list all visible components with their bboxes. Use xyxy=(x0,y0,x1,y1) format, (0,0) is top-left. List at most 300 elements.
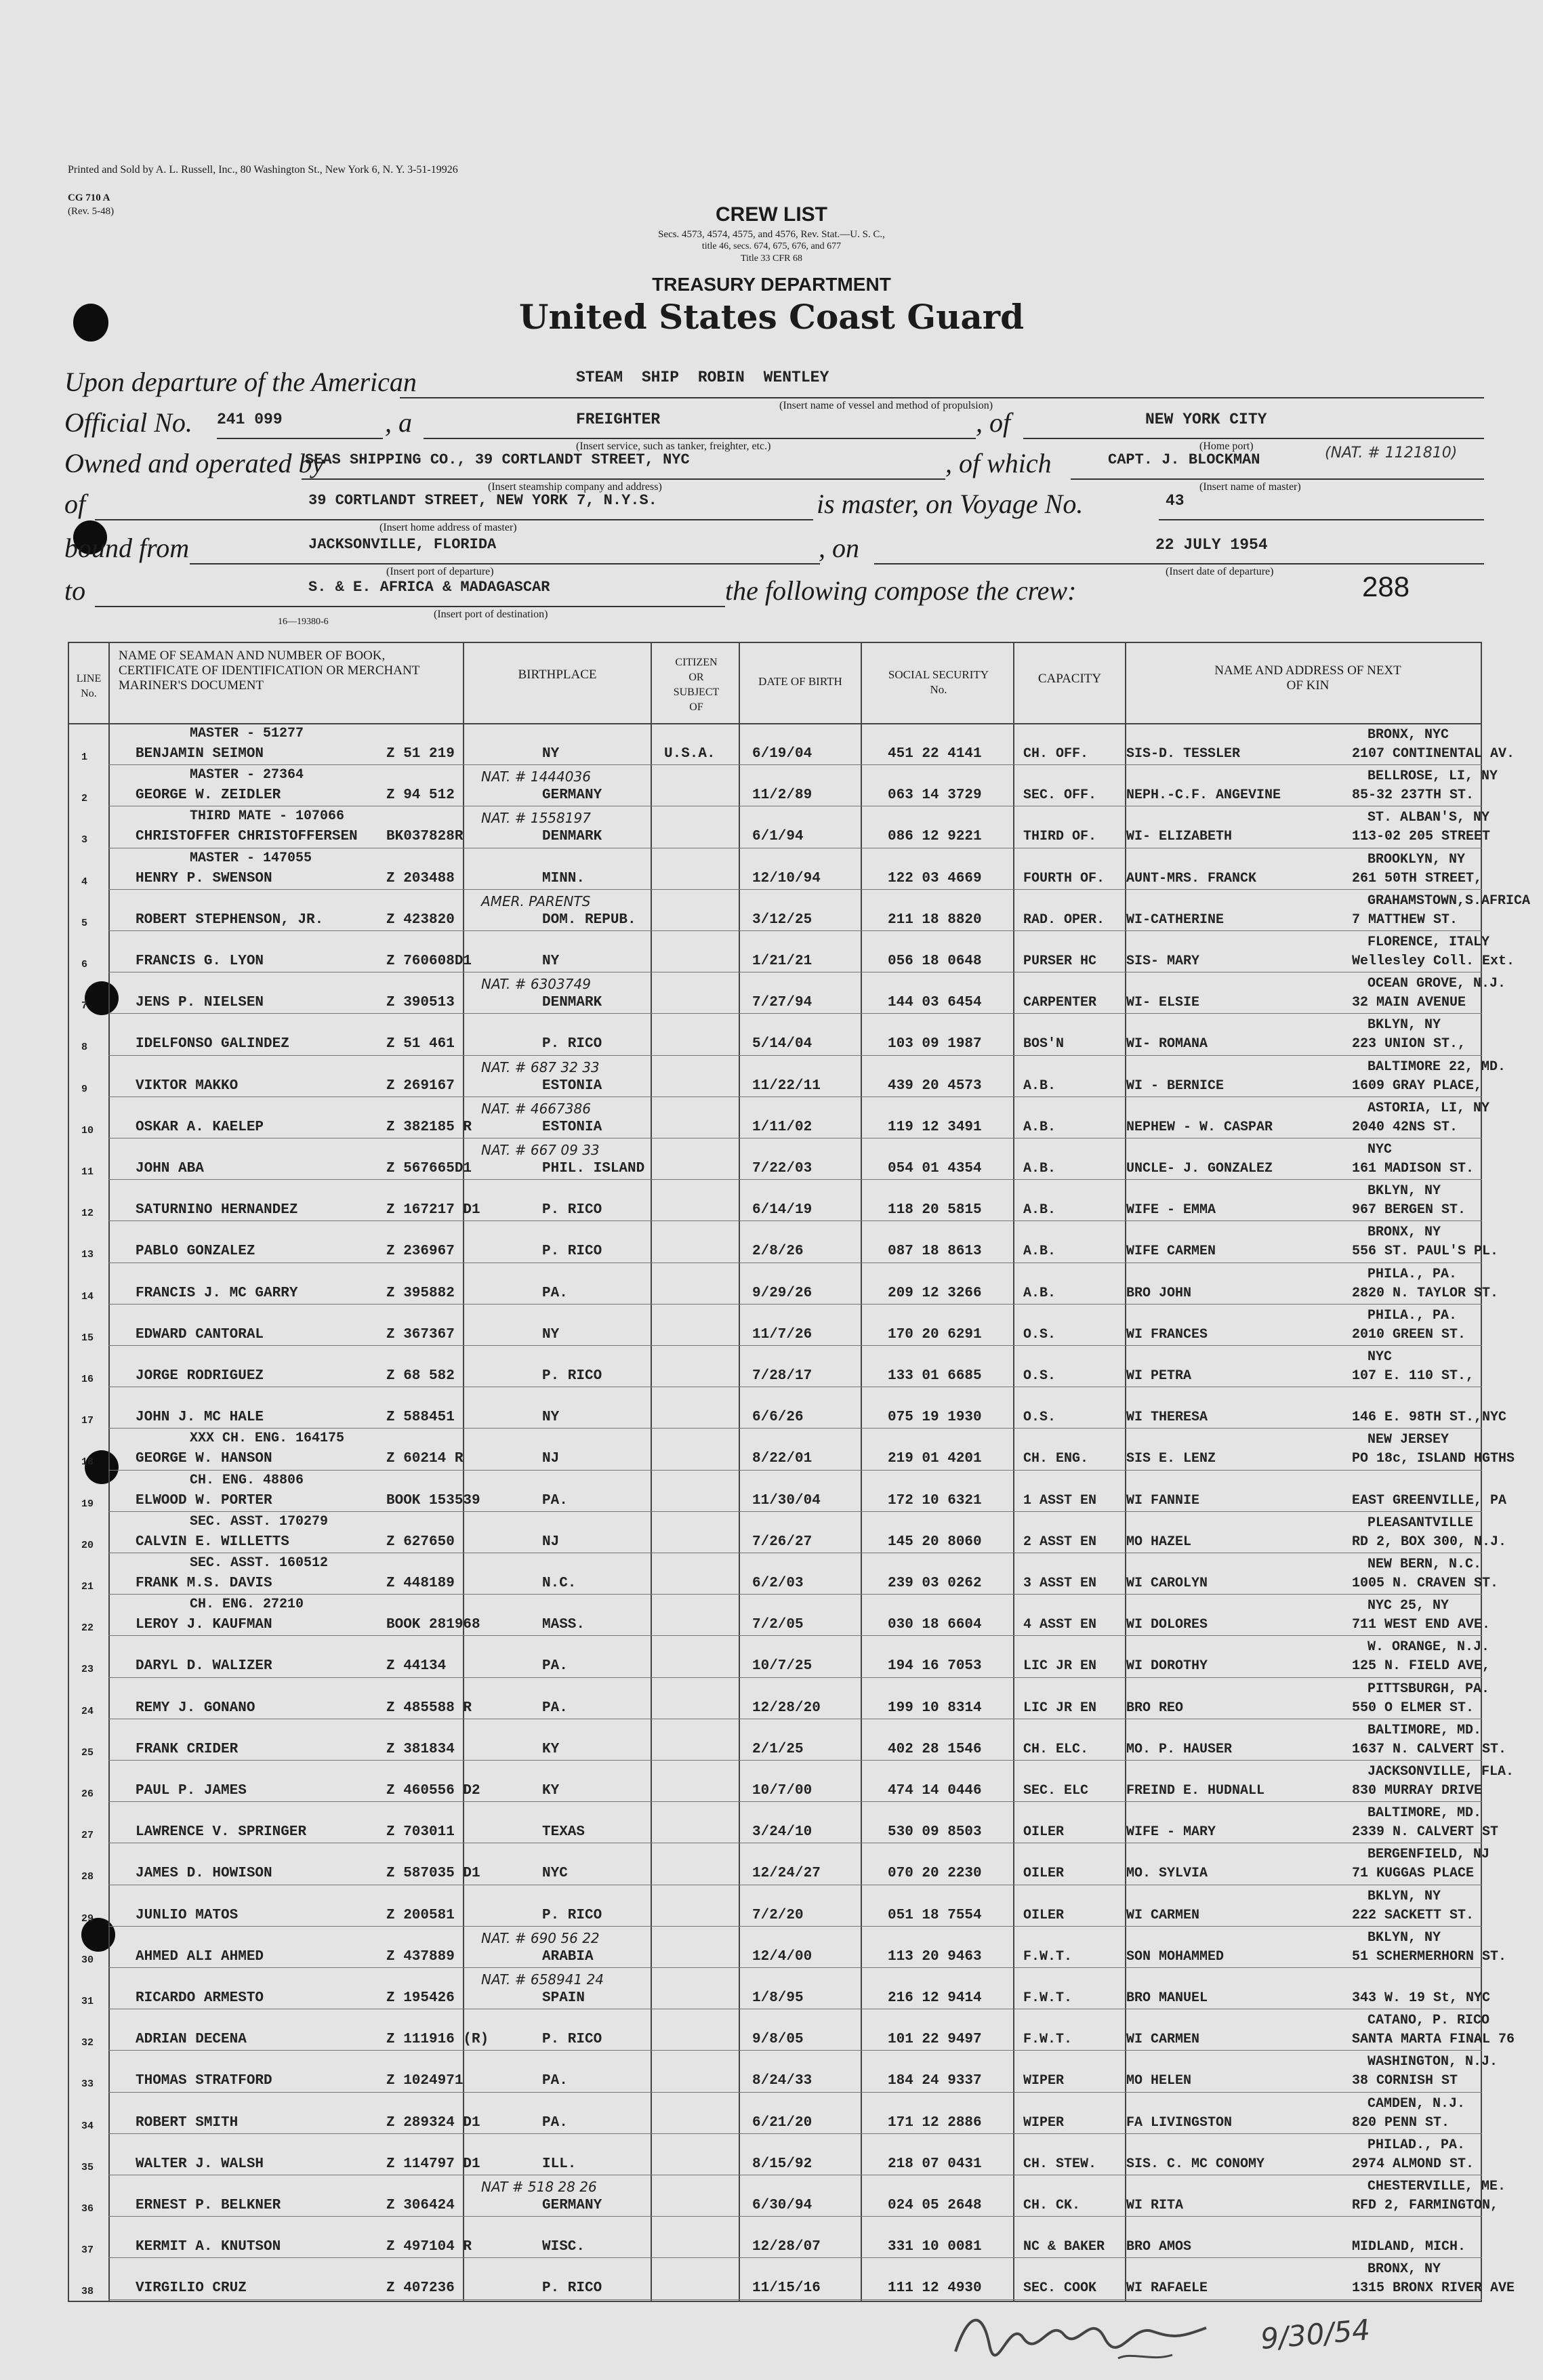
birthplace: KY xyxy=(542,1783,560,1799)
document-number: Z 68 582 xyxy=(386,1368,455,1384)
next-of-kin-address-1: BRONX, NYC xyxy=(1367,727,1449,743)
birthplace: ARABIA xyxy=(542,1948,594,1965)
line-number: 31 xyxy=(81,1996,94,2007)
document-number: Z 423820 xyxy=(386,911,455,928)
next-of-kin-address-1: NEW JERSEY xyxy=(1367,1432,1449,1448)
social-security-no: 530 09 8503 xyxy=(888,1824,982,1841)
next-of-kin-name: WI CAROLYN xyxy=(1126,1576,1208,1591)
vessel-service: FREIGHTER xyxy=(576,411,661,428)
next-of-kin-name: BRO REO xyxy=(1126,1700,1184,1716)
capacity: PURSER HC xyxy=(1023,953,1097,969)
next-of-kin-address-1: PHILA., PA. xyxy=(1367,1307,1458,1324)
table-row xyxy=(68,1886,1482,1927)
next-of-kin-name: WIFE CARMEN xyxy=(1126,1244,1216,1260)
birthplace: P. RICO xyxy=(542,1036,602,1052)
birthplace: N.C. xyxy=(542,1576,577,1591)
home-port-note: (Home port) xyxy=(1199,440,1254,452)
table-row xyxy=(68,2176,1506,2217)
certificate-line: CH. ENG. 27210 xyxy=(190,1597,304,1613)
next-of-kin-address-2: 343 W. 19 St, NYC xyxy=(1352,1990,1491,2006)
date-of-birth: 6/2/03 xyxy=(752,1576,804,1591)
naturalization-note: AMER. PARENTS xyxy=(481,893,591,909)
table-row xyxy=(68,890,1531,931)
date-of-birth: 6/30/94 xyxy=(752,2198,812,2213)
birthplace: ESTONIA xyxy=(542,1119,602,1135)
next-of-kin-address-1: PLEASANTVILLE xyxy=(1367,1515,1474,1531)
naturalization-note: NAT. # 1444036 xyxy=(481,768,591,785)
voyage-no: 43 xyxy=(1166,492,1185,510)
statutes-line-3: Title 33 CFR 68 xyxy=(741,253,802,264)
certificate-line: CH. ENG. 48806 xyxy=(190,1472,304,1488)
document-number: Z 407236 xyxy=(386,2280,455,2297)
col-citizen: CITIZEN OR SUBJECT OF xyxy=(673,657,720,713)
line-number: 34 xyxy=(81,2120,94,2132)
naturalization-note: NAT. # 658941 24 xyxy=(481,1971,604,1988)
next-of-kin-address-2: 2820 N. TAYLOR ST. xyxy=(1352,1285,1499,1301)
next-of-kin-address-1: BELLROSE, LI, NY xyxy=(1367,768,1498,785)
table-row xyxy=(68,1222,1499,1263)
next-of-kin-name: MO. SYLVIA xyxy=(1126,1866,1208,1882)
social-security-no: 216 12 9414 xyxy=(888,1990,982,2006)
next-of-kin-address-2: RFD 2, FARMINGTON, xyxy=(1352,2198,1499,2213)
next-of-kin-address-2: 2040 42NS ST. xyxy=(1352,1119,1458,1135)
next-of-kin-address-1: BKLYN, NY xyxy=(1367,1929,1441,1946)
next-of-kin-address-2: 51 SCHERMERHORN ST. xyxy=(1352,1948,1507,1965)
social-security-no: 086 12 9221 xyxy=(888,829,982,845)
date-of-birth: 12/4/00 xyxy=(752,1948,812,1965)
line-number: 8 xyxy=(81,1042,88,1054)
capacity: CARPENTER xyxy=(1023,995,1097,1011)
statutes-line-1: Secs. 4573, 4574, 4575, and 4576, Rev. Stat.—U. S. C., xyxy=(658,229,885,240)
next-of-kin-address-1: PITTSBURGH, PA. xyxy=(1367,1681,1490,1697)
social-security-no: 211 18 8820 xyxy=(888,911,982,928)
birthplace: NJ xyxy=(542,1534,560,1550)
birthplace: PA. xyxy=(542,1658,568,1675)
date-of-birth: 6/14/19 xyxy=(752,1202,812,1218)
master-nat-note: (NAT. # 1121810) xyxy=(1325,445,1458,461)
naturalization-note: NAT. # 667 09 33 xyxy=(481,1142,600,1158)
capacity: CH. OFF. xyxy=(1023,746,1089,762)
date-of-birth: 12/10/94 xyxy=(752,870,821,886)
capacity: LIC JR EN xyxy=(1023,1700,1097,1716)
birthplace: P. RICO xyxy=(542,1907,602,1923)
social-security-no: 194 16 7053 xyxy=(888,1658,982,1675)
seaman-name: ERNEST P. BELKNER xyxy=(136,2198,281,2213)
next-of-kin-name: WI FRANCES xyxy=(1126,1326,1208,1342)
line-number: 5 xyxy=(81,917,88,929)
capacity: CH. ENG. xyxy=(1023,1451,1089,1467)
seaman-name: OSKAR A. KAELEP xyxy=(136,1119,264,1135)
next-of-kin-name: NEPHEW - W. CASPAR xyxy=(1126,1119,1273,1135)
next-of-kin-address-1: CAMDEN, N.J. xyxy=(1367,2095,1466,2112)
document-number: Z 167217 D1 xyxy=(386,1202,480,1218)
line-number: 29 xyxy=(81,1912,94,1925)
capacity: 2 ASST EN xyxy=(1023,1534,1097,1550)
next-of-kin-address-1: BALTIMORE, MD. xyxy=(1367,1805,1482,1822)
social-security-no: 101 22 9497 xyxy=(888,2032,982,2048)
date-of-birth: 7/26/27 xyxy=(752,1534,812,1550)
document-number: Z 200581 xyxy=(386,1907,455,1923)
table-row xyxy=(68,849,1482,890)
birthplace: ESTONIA xyxy=(542,1078,602,1094)
departure-label: Upon departure of the American xyxy=(64,367,417,397)
next-of-kin-name: UNCLE- J. GONZALEZ xyxy=(1126,1161,1273,1176)
next-of-kin-name: WI THERESA xyxy=(1126,1410,1208,1426)
date-of-birth: 7/28/17 xyxy=(752,1368,812,1384)
date-of-birth: 2/8/26 xyxy=(752,1244,804,1260)
line-number: 37 xyxy=(81,2244,94,2257)
line-number: 7 xyxy=(81,1000,88,1012)
capacity: A.B. xyxy=(1023,1202,1056,1218)
next-of-kin-address-1: BROOKLYN, NY xyxy=(1367,851,1466,867)
capacity: OILER xyxy=(1023,1866,1065,1882)
document-number: Z 395882 xyxy=(386,1285,455,1301)
birthplace: TEXAS xyxy=(542,1824,585,1841)
social-security-no: 172 10 6321 xyxy=(888,1492,982,1509)
date-of-birth: 12/28/07 xyxy=(752,2239,821,2255)
next-of-kin-address-1: CATANO, P. RICO xyxy=(1367,2013,1490,2029)
next-of-kin-address-1: BRONX, NY xyxy=(1367,2261,1441,2278)
bound-label: bound from xyxy=(64,533,190,563)
next-of-kin-address-2: 38 CORNISH ST xyxy=(1352,2073,1458,2089)
of2-label: of xyxy=(64,489,86,519)
destination-note: (Insert port of destination) xyxy=(434,609,548,620)
next-of-kin-address-1: BRONX, NY xyxy=(1367,1225,1441,1241)
signature-scrawl xyxy=(949,2297,1233,2372)
seaman-name: JENS P. NIELSEN xyxy=(136,995,264,1011)
next-of-kin-name: WI DOROTHY xyxy=(1126,1658,1208,1675)
next-of-kin-name: WI- ELIZABETH xyxy=(1126,829,1233,845)
next-of-kin-name: WI CARMEN xyxy=(1126,1907,1200,1923)
date-of-birth: 6/21/20 xyxy=(752,2114,812,2131)
next-of-kin-name: BRO AMOS xyxy=(1126,2239,1192,2255)
next-of-kin-name: WI - BERNICE xyxy=(1126,1078,1225,1094)
social-security-no: 054 01 4354 xyxy=(888,1161,982,1176)
date-of-birth: 12/24/27 xyxy=(752,1866,821,1882)
document-number: Z 195426 xyxy=(386,1990,455,2006)
date-of-birth: 11/7/26 xyxy=(752,1326,812,1342)
department: TREASURY DEPARTMENT xyxy=(652,274,891,295)
table-row xyxy=(68,2010,1515,2051)
line-number: 26 xyxy=(81,1788,94,1800)
capacity: F.W.T. xyxy=(1023,1948,1073,1965)
birthplace: DOM. REPUB. xyxy=(542,911,636,928)
is-master-label: is master, on Voyage No. xyxy=(817,489,1084,519)
seaman-name: DARYL D. WALIZER xyxy=(136,1658,272,1675)
next-of-kin-name: WIFE - EMMA xyxy=(1126,1202,1216,1218)
line-number: 25 xyxy=(81,1746,94,1759)
document-number: Z 485588 R xyxy=(386,1700,472,1716)
next-of-kin-address-2: 113-02 205 STREET xyxy=(1352,829,1491,845)
capacity: CH. STEW. xyxy=(1023,2156,1097,2172)
capacity: O.S. xyxy=(1023,1326,1056,1342)
certificate-line: XXX CH. ENG. 164175 xyxy=(190,1431,345,1447)
seaman-name: ROBERT STEPHENSON, JR. xyxy=(136,911,324,928)
social-security-no: 056 18 0648 xyxy=(888,953,982,969)
birthplace: P. RICO xyxy=(542,2280,602,2297)
date-of-birth: 12/28/20 xyxy=(752,1700,821,1716)
port-departure: JACKSONVILLE, FLORIDA xyxy=(308,536,497,553)
official-no-label: Official No. xyxy=(64,407,192,438)
capacity: A.B. xyxy=(1023,1119,1056,1135)
seaman-name: EDWARD CANTORAL xyxy=(136,1326,264,1342)
seaman-name: ROBERT SMITH xyxy=(136,2114,239,2131)
birthplace: PA. xyxy=(542,1285,568,1301)
birthplace: MINN. xyxy=(542,870,585,886)
line-number: 16 xyxy=(81,1374,94,1385)
document-number: Z 567665D1 xyxy=(386,1161,472,1176)
capacity: FOURTH OF. xyxy=(1023,870,1105,886)
crew-table xyxy=(68,642,1531,2302)
capacity: CH. ELC. xyxy=(1023,1741,1089,1757)
line-number: 22 xyxy=(81,1622,94,1635)
table-row xyxy=(68,807,1491,848)
capacity: CH. CK. xyxy=(1023,2198,1081,2213)
table-row xyxy=(68,1139,1482,1180)
date-of-birth: 7/2/20 xyxy=(752,1907,804,1923)
capacity: 4 ASST EN xyxy=(1023,1617,1097,1633)
next-of-kin-name: FA LIVINGSTON xyxy=(1126,2114,1233,2131)
table-row xyxy=(68,1803,1499,1843)
table-row xyxy=(68,1637,1491,1677)
social-security-no: 024 05 2648 xyxy=(888,2198,982,2213)
next-of-kin-address-1: NYC 25, NY xyxy=(1367,1598,1449,1614)
birthplace: PHIL. ISLAND xyxy=(542,1161,645,1176)
document-number: Z 111916 (R) xyxy=(386,2032,489,2048)
capacity: THIRD OF. xyxy=(1023,829,1097,845)
next-of-kin-address-2: 967 BERGEN ST. xyxy=(1352,1202,1466,1218)
table-row xyxy=(68,2259,1515,2299)
next-of-kin-address-1: NEW BERN, N.C. xyxy=(1367,1557,1482,1572)
table-row xyxy=(68,2093,1482,2134)
capacity: SEC. COOK xyxy=(1023,2280,1097,2297)
next-of-kin-name: WI- ROMANA xyxy=(1126,1036,1208,1052)
seaman-name: CHRISTOFFER CHRISTOFFERSEN xyxy=(136,829,358,845)
next-of-kin-address-2: 820 PENN ST. xyxy=(1352,2114,1450,2131)
line-number: 12 xyxy=(81,1208,94,1220)
certificate-line: MASTER - 51277 xyxy=(190,726,304,741)
document-number: Z 760608D1 xyxy=(386,953,472,969)
document-number: Z 60214 R xyxy=(386,1451,464,1467)
date-of-birth: 1/11/02 xyxy=(752,1119,812,1135)
next-of-kin-address-2: 146 E. 98TH ST.,NYC xyxy=(1352,1410,1507,1426)
next-of-kin-address-2: 1005 N. CRAVEN ST. xyxy=(1352,1576,1499,1591)
document-number: Z 94 512 xyxy=(386,787,455,804)
next-of-kin-address-1: NYC xyxy=(1367,1349,1393,1365)
social-security-no: 118 20 5815 xyxy=(888,1202,982,1218)
col-ssn: SOCIAL SECURITY No. xyxy=(888,668,989,696)
table-row xyxy=(68,1471,1507,1512)
capacity: SEC. ELC xyxy=(1023,1783,1089,1799)
date-of-birth: 8/15/92 xyxy=(752,2156,812,2172)
capacity: WIPER xyxy=(1023,2073,1065,2089)
birthplace: NJ xyxy=(542,1451,560,1467)
signature-date: 9/30/54 xyxy=(1259,2313,1372,2356)
social-security-no: 209 12 3266 xyxy=(888,1285,982,1301)
naturalization-note: NAT. # 687 32 33 xyxy=(481,1059,600,1075)
birthplace: PA. xyxy=(542,2073,568,2089)
social-security-no: 122 03 4669 xyxy=(888,870,982,886)
next-of-kin-address-2: PO 18c, ISLAND HGTHS xyxy=(1352,1451,1515,1467)
table-row xyxy=(68,2135,1482,2175)
next-of-kin-address-2: RD 2, BOX 300, N.J. xyxy=(1352,1534,1507,1550)
seaman-name: ELWOOD W. PORTER xyxy=(136,1492,272,1509)
line-number: 20 xyxy=(81,1539,94,1551)
next-of-kin-address-2: 711 WEST END AVE. xyxy=(1352,1617,1491,1633)
line-number: 9 xyxy=(81,1083,88,1095)
date-of-birth: 8/22/01 xyxy=(752,1451,812,1467)
capacity: A.B. xyxy=(1023,1244,1056,1260)
next-of-kin-name: WI DOLORES xyxy=(1126,1617,1208,1633)
line-number: 2 xyxy=(81,793,88,805)
seaman-name: KERMIT A. KNUTSON xyxy=(136,2239,281,2255)
document-number: Z 587035 D1 xyxy=(386,1866,480,1882)
next-of-kin-name: BRO MANUEL xyxy=(1126,1990,1208,2006)
of-label: , of xyxy=(976,407,1011,438)
table-row xyxy=(68,2051,1498,2092)
seaman-name: FRANCIS G. LYON xyxy=(136,953,264,969)
next-of-kin-address-1: BKLYN, NY xyxy=(1367,1888,1441,1904)
social-security-no: 199 10 8314 xyxy=(888,1700,982,1716)
document-number: Z 448189 xyxy=(386,1576,455,1591)
next-of-kin-address-2: EAST GREENVILLE, PA xyxy=(1352,1492,1507,1509)
birthplace: MASS. xyxy=(542,1617,585,1633)
master-note: (Insert name of master) xyxy=(1199,481,1301,493)
capacity: LIC JR EN xyxy=(1023,1658,1097,1675)
table-row xyxy=(68,1554,1499,1595)
table-row xyxy=(68,1347,1482,1387)
birthplace: DENMARK xyxy=(542,995,602,1011)
next-of-kin-address-2: 2339 N. CALVERT ST xyxy=(1352,1824,1499,1841)
social-security-no: 219 01 4201 xyxy=(888,1451,982,1467)
line-number: 28 xyxy=(81,1871,94,1883)
next-of-kin-name: WI FANNIE xyxy=(1126,1492,1200,1509)
social-security-no: 103 09 1987 xyxy=(888,1036,982,1052)
table-row xyxy=(68,1014,1482,1055)
table-row xyxy=(68,1305,1482,1346)
document-number: Z 51 461 xyxy=(386,1036,455,1052)
document-number: Z 236967 xyxy=(386,1244,455,1260)
social-security-no: 184 24 9337 xyxy=(888,2073,982,2089)
line-number: 19 xyxy=(81,1498,94,1510)
table-row xyxy=(68,724,1515,765)
next-of-kin-name: SIS-D. TESSLER xyxy=(1126,746,1241,762)
date-of-birth: 11/2/89 xyxy=(752,787,812,804)
social-security-no: 051 18 7554 xyxy=(888,1907,982,1923)
next-of-kin-address-1: ST. ALBAN'S, NY xyxy=(1367,810,1490,826)
next-of-kin-name: WI CARMEN xyxy=(1126,2032,1200,2048)
owned-label: Owned and operated by xyxy=(64,448,325,478)
capacity: OILER xyxy=(1023,1824,1065,1841)
certificate-line: MASTER - 27364 xyxy=(190,767,304,783)
statutes-line-2: title 46, secs. 674, 675, 676, and 677 xyxy=(701,241,842,251)
seaman-name: REMY J. GONANO xyxy=(136,1700,255,1716)
birthplace: WISC. xyxy=(542,2239,585,2255)
to-label: to xyxy=(64,575,86,606)
line-number: 13 xyxy=(81,1249,94,1261)
seaman-name: SATURNINO HERNANDEZ xyxy=(136,1202,298,1218)
document-number: Z 367367 xyxy=(386,1326,455,1342)
next-of-kin-name: MO HELEN xyxy=(1126,2073,1192,2089)
official-no: 241 099 xyxy=(217,411,283,428)
next-of-kin-name: SIS E. LENZ xyxy=(1126,1451,1216,1467)
seaman-name: BENJAMIN SEIMON xyxy=(136,746,264,762)
document-number: Z 437889 xyxy=(386,1948,455,1965)
seaman-name: HENRY P. SWENSON xyxy=(136,870,272,886)
document-number: BK037828R xyxy=(386,829,464,845)
next-of-kin-name: FREIND E. HUDNALL xyxy=(1126,1783,1265,1799)
birthplace: P. RICO xyxy=(542,1368,602,1384)
date-of-birth: 6/19/04 xyxy=(752,746,812,762)
capacity: 1 ASST EN xyxy=(1023,1492,1097,1509)
capacity: SEC. OFF. xyxy=(1023,787,1097,804)
birthplace: GERMANY xyxy=(542,787,602,804)
next-of-kin-name: WIFE - MARY xyxy=(1126,1824,1216,1841)
birthplace: ILL. xyxy=(542,2156,577,2172)
date-of-birth: 6/1/94 xyxy=(752,829,804,845)
capacity: OILER xyxy=(1023,1907,1065,1923)
line-number: 6 xyxy=(81,959,88,970)
next-of-kin-name: SIS- MARY xyxy=(1126,953,1200,969)
document-number: Z 306424 xyxy=(386,2198,455,2213)
capacity: 3 ASST EN xyxy=(1023,1576,1097,1591)
master-address: 39 CORTLANDT STREET, NEW YORK 7, N.Y.S. xyxy=(308,492,657,509)
naturalization-note: NAT. # 1558197 xyxy=(481,810,591,827)
table-row xyxy=(68,1388,1507,1429)
line-number: 11 xyxy=(81,1166,94,1178)
social-security-no: 170 20 6291 xyxy=(888,1326,982,1342)
line-number: 4 xyxy=(81,876,88,888)
table-row xyxy=(68,1927,1507,1968)
birthplace: PA. xyxy=(542,2114,568,2131)
document-number: Z 289324 D1 xyxy=(386,2114,480,2131)
document-number: BOOK 281968 xyxy=(386,1617,480,1633)
table-row xyxy=(68,2217,1482,2258)
next-of-kin-address-1: ASTORIA, LI, NY xyxy=(1367,1100,1490,1116)
next-of-kin-name: WI-CATHERINE xyxy=(1126,911,1225,928)
line-number: 15 xyxy=(81,1332,94,1344)
next-of-kin-name: BRO JOHN xyxy=(1126,1285,1192,1301)
print-code: 16—19380-6 xyxy=(278,617,329,627)
capacity: A.B. xyxy=(1023,1285,1056,1301)
certificate-line: MASTER - 147055 xyxy=(190,850,312,866)
line-number: 18 xyxy=(81,1456,94,1469)
birthplace: SPAIN xyxy=(542,1990,585,2006)
line-number: 21 xyxy=(81,1581,94,1593)
next-of-kin-address-2: 107 E. 110 ST., xyxy=(1352,1368,1475,1384)
next-of-kin-address-2: 222 SACKETT ST. xyxy=(1352,1907,1475,1923)
capacity: NC & BAKER xyxy=(1023,2239,1105,2255)
document-number: Z 627650 xyxy=(386,1534,455,1550)
line-number: 14 xyxy=(81,1290,94,1302)
next-of-kin-address-2: 125 N. FIELD AVE, xyxy=(1352,1658,1491,1675)
departure-date: 22 JULY 1954 xyxy=(1155,536,1268,554)
next-of-kin-address-2: 71 KUGGAS PLACE xyxy=(1352,1866,1475,1882)
next-of-kin-address-2: 261 50TH STREET, xyxy=(1352,870,1483,886)
date-of-birth: 7/2/05 xyxy=(752,1617,804,1633)
document-number: Z 269167 xyxy=(386,1078,455,1094)
next-of-kin-address-2: MIDLAND, MICH. xyxy=(1352,2239,1466,2255)
table-row xyxy=(68,932,1515,972)
port-departure-note: (Insert port of departure) xyxy=(386,566,494,577)
next-of-kin-address-1: PHILAD., PA. xyxy=(1367,2137,1466,2153)
next-of-kin-name: NEPH.-C.F. ANGEVINE xyxy=(1126,787,1281,804)
next-of-kin-address-2: 85-32 237TH ST. xyxy=(1352,787,1475,804)
seaman-name: PABLO GONZALEZ xyxy=(136,1244,255,1260)
line-number: 23 xyxy=(81,1664,94,1676)
next-of-kin-address-1: GRAHAMSTOWN,S.AFRICA xyxy=(1367,893,1531,909)
date-of-birth: 11/15/16 xyxy=(752,2280,821,2297)
